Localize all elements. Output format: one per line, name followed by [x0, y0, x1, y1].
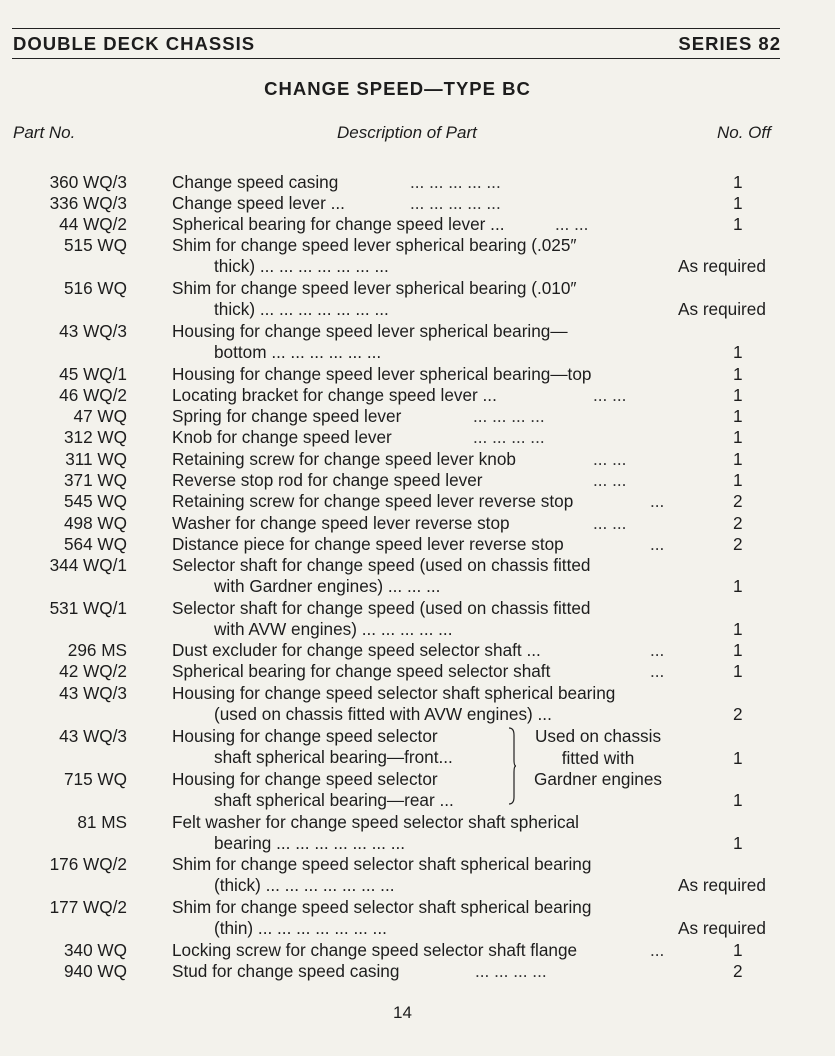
quantity-value: 2 — [733, 534, 743, 554]
quantity-cell — [0, 299, 835, 320]
quantity-value: As required — [678, 918, 766, 938]
part-number: 715 WQ — [63, 769, 127, 789]
quantity-value: 1 — [733, 406, 743, 426]
part-description-continued: shaft spherical bearing—front... — [214, 747, 453, 767]
quantity-cell — [0, 214, 835, 235]
quantity-value: As required — [678, 875, 766, 895]
quantity-value: 1 — [733, 661, 743, 681]
table-row — [0, 897, 835, 918]
quantity-value: 2 — [733, 704, 743, 724]
part-description: Distance piece for change speed lever reverse stop — [172, 534, 564, 554]
part-description: Dust excluder for change speed selector shaft ... — [172, 640, 541, 660]
leader-dots: ... ... ... ... — [473, 427, 545, 447]
part-description: Reverse stop rod for change speed lever — [172, 470, 483, 490]
quantity-cell — [0, 704, 835, 725]
part-description-continued: shaft spherical bearing—rear ... — [214, 790, 454, 810]
quantity-cell — [0, 406, 835, 427]
part-description: Shim for change speed lever spherical bearing (.010″ — [172, 278, 577, 298]
quantity-cell — [0, 491, 835, 512]
part-description: Retaining screw for change speed lever knob — [172, 449, 516, 469]
part-number: 176 WQ/2 — [49, 854, 127, 874]
part-description: Stud for change speed casing — [172, 961, 400, 981]
page-number: 14 — [393, 1003, 412, 1022]
quantity-cell — [0, 534, 835, 555]
part-description-continued: (thin) ... ... ... ... ... ... ... — [214, 918, 387, 938]
column-header-description: Description of Part — [337, 123, 477, 142]
part-description-continued: thick) ... ... ... ... ... ... ... — [214, 256, 389, 276]
part-number: 940 WQ — [63, 961, 127, 981]
column-header-part-no: Part No. — [13, 123, 76, 142]
quantity-cell — [0, 833, 835, 854]
part-description: Housing for change speed selector — [172, 769, 438, 789]
part-description: Housing for change speed selector shaft spherical bearing — [172, 683, 616, 703]
part-description: Shim for change speed lever spherical bearing (.025″ — [172, 235, 577, 255]
leader-dots: ... ... — [593, 385, 627, 405]
quantity-value: 2 — [733, 961, 743, 981]
part-description: Washer for change speed lever reverse stop — [172, 513, 510, 533]
part-number: 340 WQ — [63, 940, 127, 960]
part-description: Shim for change speed selector shaft spherical bearing — [172, 854, 592, 874]
quantity-value: 1 — [733, 427, 743, 447]
part-description: Housing for change speed selector — [172, 726, 438, 746]
table-row — [0, 812, 835, 833]
leader-dots: ... ... — [593, 449, 627, 469]
leader-dots: ... — [650, 640, 665, 660]
part-description: Change speed lever ... — [172, 193, 345, 213]
brace-note-line-3: Gardner engines — [533, 769, 663, 789]
leader-dots: ... ... ... ... — [473, 406, 545, 426]
leader-dots: ... ... ... ... — [475, 961, 547, 981]
quantity-value: 1 — [733, 748, 743, 768]
quantity-cell — [0, 790, 835, 811]
part-description: Spherical bearing for change speed lever ... — [172, 214, 505, 234]
quantity-cell — [0, 661, 835, 682]
quantity-value: 1 — [733, 385, 743, 405]
part-description-continued: (thick) ... ... ... ... ... ... ... — [214, 875, 395, 895]
part-description: Locating bracket for change speed lever ... — [172, 385, 497, 405]
part-description: Selector shaft for change speed (used on chassis fitted — [172, 555, 591, 575]
leader-dots: ... ... ... ... ... — [410, 193, 501, 213]
section-header: DOUBLE DECK CHASSIS — [13, 33, 256, 54]
top-rule — [12, 28, 780, 29]
quantity-cell — [0, 470, 835, 491]
part-number: 296 MS — [67, 640, 127, 660]
quantity-value: 1 — [733, 193, 743, 213]
quantity-value: 1 — [733, 449, 743, 469]
series-header: SERIES 82 — [678, 33, 781, 54]
quantity-value: 1 — [733, 640, 743, 660]
part-number: 43 WQ/3 — [59, 321, 127, 341]
part-description-continued: (used on chassis fitted with AVW engines) ... — [214, 704, 552, 724]
quantity-value: 1 — [733, 833, 743, 853]
quantity-value: 2 — [733, 491, 743, 511]
part-description: Shim for change speed selector shaft spherical bearing — [172, 897, 592, 917]
part-number: 42 WQ/2 — [59, 661, 127, 681]
quantity-cell — [0, 940, 835, 961]
quantity-cell — [0, 342, 835, 363]
quantity-value: 1 — [733, 214, 743, 234]
part-description-continued: bearing ... ... ... ... ... ... ... — [214, 833, 406, 853]
part-number: 515 WQ — [63, 235, 127, 255]
part-number: 47 WQ — [73, 406, 127, 426]
leader-dots: ... — [650, 661, 665, 681]
quantity-value: 1 — [733, 172, 743, 192]
part-number: 43 WQ/3 — [59, 726, 127, 746]
part-number: 177 WQ/2 — [49, 897, 127, 917]
brace-note-line-2: fitted with — [561, 748, 635, 768]
part-number: 45 WQ/1 — [59, 364, 127, 384]
quantity-value: 1 — [733, 576, 743, 596]
quantity-cell — [0, 576, 835, 597]
quantity-value: 1 — [733, 470, 743, 490]
header-underline — [12, 58, 780, 59]
part-description: Spherical bearing for change speed selector shaft — [172, 661, 551, 681]
part-description: Locking screw for change speed selector shaft flange — [172, 940, 578, 960]
leader-dots: ... — [650, 534, 665, 554]
quantity-cell — [0, 364, 835, 385]
quantity-cell — [0, 172, 835, 193]
table-row — [0, 235, 835, 256]
part-description-continued: with Gardner engines) ... ... ... — [214, 576, 441, 596]
quantity-value: 1 — [733, 364, 743, 384]
part-description: Knob for change speed lever — [172, 427, 392, 447]
quantity-value: 1 — [733, 342, 743, 362]
part-number: 516 WQ — [63, 278, 127, 298]
column-header-no-off: No. Off — [717, 123, 771, 142]
table-row — [0, 726, 835, 747]
part-number: 81 MS — [77, 812, 127, 832]
quantity-value: 1 — [733, 619, 743, 639]
table-row — [0, 598, 835, 619]
leader-dots: ... — [650, 491, 665, 511]
table-row — [0, 683, 835, 704]
quantity-value: As required — [678, 256, 766, 276]
table-row — [0, 769, 835, 790]
quantity-cell — [0, 961, 835, 982]
part-number: 336 WQ/3 — [49, 193, 127, 213]
part-description: Selector shaft for change speed (used on chassis fitted — [172, 598, 591, 618]
part-number: 564 WQ — [63, 534, 127, 554]
part-number: 498 WQ — [63, 513, 127, 533]
quantity-cell — [0, 427, 835, 448]
part-description: Spring for change speed lever — [172, 406, 402, 426]
part-description-continued: with AVW engines) ... ... ... ... ... — [214, 619, 453, 639]
part-description-continued: thick) ... ... ... ... ... ... ... — [214, 299, 389, 319]
table-row — [0, 854, 835, 875]
part-description: Change speed casing — [172, 172, 339, 192]
part-number: 360 WQ/3 — [49, 172, 127, 192]
brace-note-line-1: Used on chassis — [534, 726, 662, 746]
part-description: Housing for change speed lever spherical bearing— — [172, 321, 568, 341]
part-number: 545 WQ — [63, 491, 127, 511]
quantity-value: 1 — [733, 940, 743, 960]
table-row — [0, 278, 835, 299]
leader-dots: ... ... — [555, 214, 589, 234]
quantity-cell — [0, 619, 835, 640]
quantity-cell — [0, 256, 835, 277]
brace-icon — [508, 727, 516, 805]
part-description: Felt washer for change speed selector shaft spherical — [172, 812, 579, 832]
quantity-value: 1 — [733, 790, 743, 810]
part-number: 44 WQ/2 — [59, 214, 127, 234]
part-description-continued: bottom ... ... ... ... ... ... — [214, 342, 382, 362]
part-description: Retaining screw for change speed lever reverse stop — [172, 491, 574, 511]
part-number: 43 WQ/3 — [59, 683, 127, 703]
leader-dots: ... — [650, 940, 665, 960]
page-title: CHANGE SPEED—TYPE BC — [264, 78, 531, 99]
quantity-cell — [0, 748, 835, 769]
part-number: 46 WQ/2 — [59, 385, 127, 405]
leader-dots: ... ... — [593, 470, 627, 490]
quantity-value: 2 — [733, 513, 743, 533]
table-row — [0, 321, 835, 342]
quantity-cell — [0, 385, 835, 406]
quantity-cell — [0, 513, 835, 534]
quantity-value: As required — [678, 299, 766, 319]
part-number: 311 WQ — [65, 449, 127, 469]
quantity-cell — [0, 918, 835, 939]
part-number: 312 WQ — [63, 427, 127, 447]
part-number: 531 WQ/1 — [49, 598, 127, 618]
quantity-cell — [0, 193, 835, 214]
part-description: Housing for change speed lever spherical bearing—top — [172, 364, 592, 384]
leader-dots: ... ... — [593, 513, 627, 533]
quantity-cell — [0, 449, 835, 470]
quantity-cell — [0, 875, 835, 896]
part-number: 371 WQ — [63, 470, 127, 490]
leader-dots: ... ... ... ... ... — [410, 172, 501, 192]
quantity-cell — [0, 640, 835, 661]
part-number: 344 WQ/1 — [49, 555, 127, 575]
table-row — [0, 555, 835, 576]
